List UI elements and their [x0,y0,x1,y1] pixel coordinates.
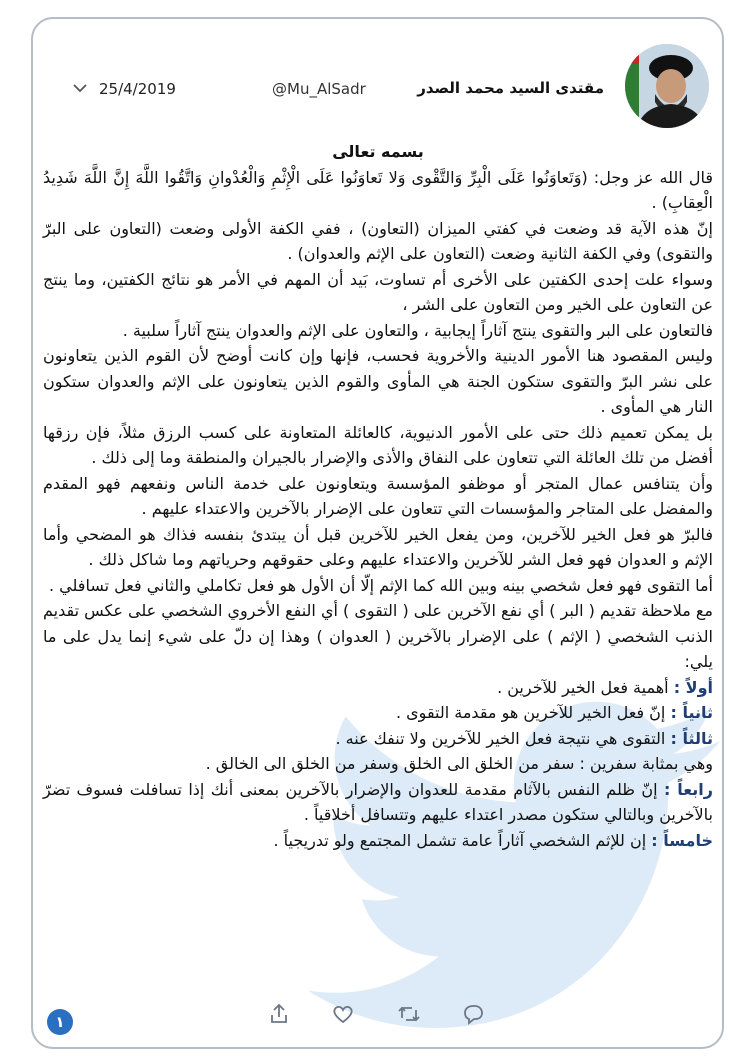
avatar[interactable] [625,44,709,128]
point-label: ثالثاً : [670,728,713,748]
share-icon[interactable] [267,1002,291,1026]
user-handle[interactable]: @Mu_AlSadr [272,80,366,98]
chevron-down-icon[interactable] [73,83,87,93]
point-item [43,777,713,828]
tweet-actions [33,1002,722,1030]
tweet-header [33,19,722,139]
page-number-badge: ١ [47,1009,73,1035]
reply-icon[interactable] [461,1002,485,1026]
tweet-date: 25/4/2019 [99,80,176,98]
heart-icon[interactable] [331,1002,355,1026]
paragraph: إنّ هذه الآية قد وضعت في كفتي الميزان (التعاون) ، ففي الكفة الأولى وضعت (التعاون على البرّ والتقوى) وفي الكفة الثانية وضعت (التعاون على الإثم والعدوان) . [43,218,713,263]
point-text: وهي بمثابة سفرين : سفر من الخلق الى الخلق وسفر من الخلق الى الخالق . [205,754,713,773]
point-text: إنّ فعل الخير للآخرين هو مقدمة التقوى . [395,703,666,722]
point-label: رابعاً : [663,779,714,799]
point-item [43,675,713,701]
point-label: خامساً : [651,830,713,850]
display-name[interactable]: مقتدى السيد محمد الصدر [417,79,604,97]
retweet-icon[interactable] [397,1002,421,1026]
paragraph: فالبرّ هو فعل الخير للآخرين، ومن يفعل الخير للآخرين قبل أن يبتدئ بنفسه فذاك هو المضحي وأما الإثم و العدوان فهو فعل الشر للآخرين والاعتداء عليهم وعلى حقوقهم وحرياتهم وما شاكل ذلك . [43,524,713,569]
paragraph: أما التقوى فهو فعل شخصي بينه وبين الله كما الإثم إلّا أن الأول هو فعل تكاملي والثاني فعل تسافلي . [49,575,713,595]
point-item [43,751,713,777]
paragraph: فالتعاون على البر والتقوى ينتج آثاراً إيجابية ، والتعاون على الإثم والعدوان ينتج آثاراً سلبية . [122,320,713,340]
point-item [43,726,713,752]
paragraph: بل يمكن تعميم ذلك حتى على الأمور الدنيوية، كالعائلة المتعاونة على كسب الرزق مثلاً، فإن رزقها أفضل من تلك العائلة التي تتعاون على النفاق والأذى والإضرار بالجيران والمنطقة وما إلى ذلك . [43,422,713,467]
point-label: ثانياً : [670,703,713,722]
point-text: إن للإثم الشخصي آثاراً عامة تشمل المجتمع ولو تدريجياً . [273,830,647,850]
point-item [43,700,713,726]
point-text: إنّ ظلم النفس بالآثام مقدمة للعدوان والإضرار بالآخرين بمعنى أنك إذا تسافلت فسوف تضرّ بالآخرين وبالتالي ستكون مصدر اعتداء عليهم وتتسافل أخلاقياً . [43,779,713,824]
paragraph: قال الله عز وجل: (وَتَعاوَنُوا عَلَى الْبِرِّ وَالتَّقْوى وَلا تَعاوَنُوا عَلَى الْإِثْمِ وَالْعُدْوانِ وَاتَّقُوا اللَّهَ إِنَّ اللَّهَ شَدِيدُ الْعِقابِ) . [43,167,713,212]
tweet-card [31,17,724,1049]
paragraph: وسواء علت إحدى الكفتين على الأخرى أم تساوت، بَيد أن المهم في الأمر هو نتائج الكفتين، وما ينتج عن التعاون على الخير ومن التعاون على الشر ، [43,269,713,314]
point-text: أهمية فعل الخير للآخرين . [497,677,669,697]
post-title: بسمه تعالى [332,142,424,161]
point-label: أولاً : [673,677,713,697]
paragraph: وأن يتنافس عمال المتجر أو موظفو المؤسسة ويتعاونون على خدمة الناس ونفعهم فهو المقدم والمفضل على المتاجر والمؤسسات التي تتعاون على الإضرار بالآخرين والاعتداء عليهم . [43,473,713,518]
avatar-portrait-icon [625,44,709,128]
paragraph: مع ملاحظة تقديم ( البر ) أي نفع الآخرين على ( التقوى ) أي النفع الأخروي الشخصي على عكس تقديم الذنب الشخصي ( الإثم ) على الإضرار بالآخرين ( العدوان ) وهذا إن دلّ على شيء إنما يدل على ما يلي: [43,601,713,671]
tweet-body [43,139,713,853]
point-item [43,828,713,854]
paragraph: وليس المقصود هنا الأمور الدينية والأخروية فحسب، فإنها وإن كانت أوضح لأن القوم الذين يتعاونون على نشر البرّ والتقوى ستكون الجنة هي المأوى والقوم الذين يتعاونون على الإثم والعدوان ستكون النار هي المأوى . [43,346,713,416]
point-text: التقوى هي نتيجة فعل الخير للآخرين ولا تنفك عنه . [335,728,666,748]
